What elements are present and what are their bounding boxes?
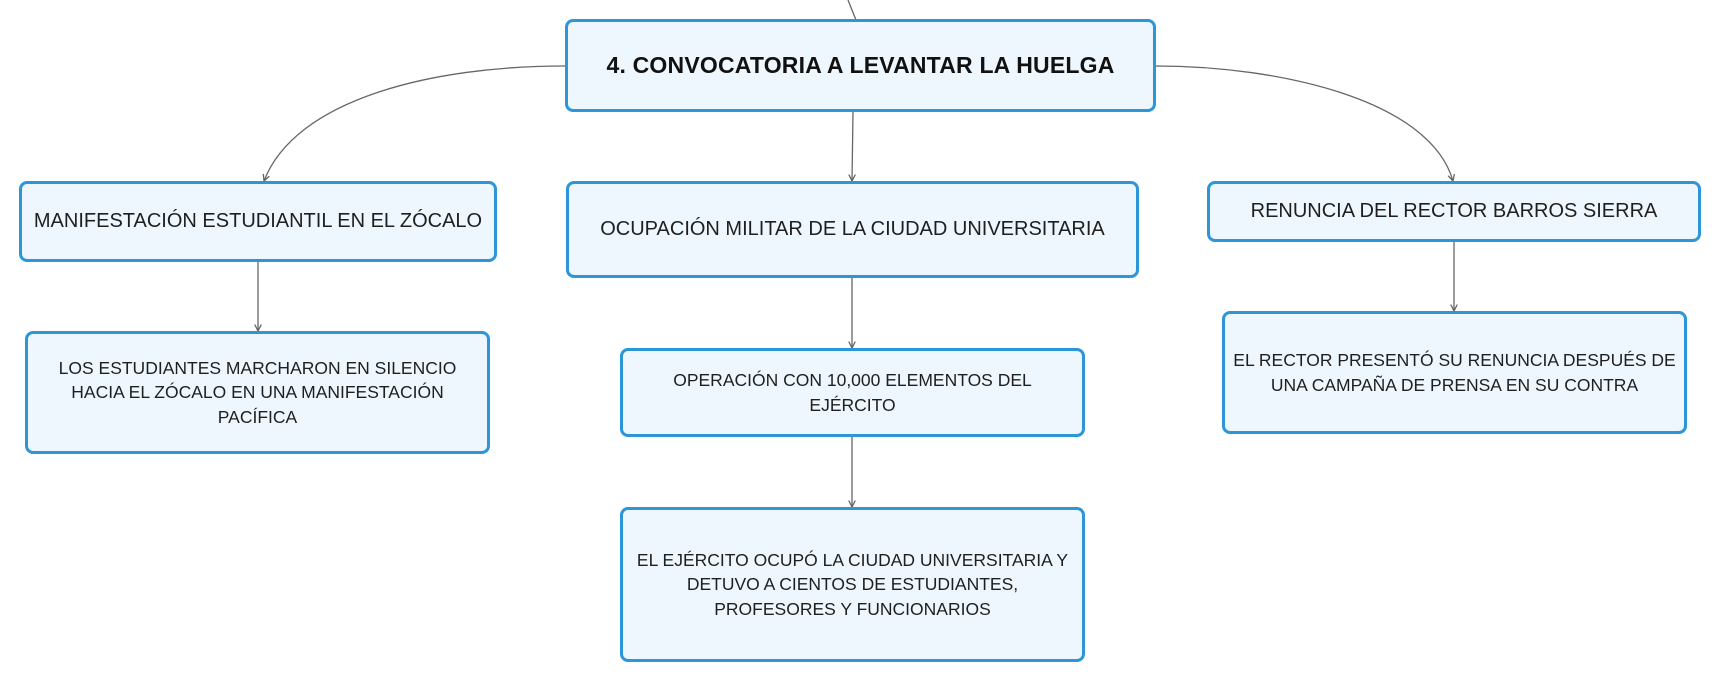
detail-node-label: EL EJÉRCITO OCUPÓ LA CIUDAD UNIVERSITARIA Y DETUVO A CIENTOS DE ESTUDIANTES, PROFESORES Y FUNCIONARIOS	[636, 550, 1069, 619]
branch-node-ocupacion[interactable]	[566, 181, 1139, 278]
root-node[interactable]	[565, 19, 1156, 112]
detail-node-renuncia[interactable]	[1222, 311, 1687, 434]
detail-node-operacion[interactable]	[620, 348, 1085, 437]
detail-node-marcha[interactable]	[25, 331, 490, 454]
connector-root-to-branch-ocupacion	[852, 112, 853, 181]
branch-node-zocalo[interactable]	[19, 181, 497, 262]
branch-node-label: RENUNCIA DEL RECTOR BARROS SIERRA	[1250, 199, 1658, 222]
detail-node-ejercito[interactable]	[620, 507, 1085, 662]
branch-node-label: OCUPACIÓN MILITAR DE LA CIUDAD UNIVERSITARIA	[600, 217, 1105, 240]
branch-node-label: MANIFESTACIÓN ESTUDIANTIL EN EL ZÓCALO	[33, 209, 483, 232]
connector-parent-to-root	[848, 0, 856, 20]
connector-root-to-branch-zocalo	[264, 66, 565, 181]
detail-node-label: LOS ESTUDIANTES MARCHARON EN SILENCIO HACIA EL ZÓCALO EN UNA MANIFESTACIÓN PACÍFICA	[58, 358, 457, 427]
root-node-label: 4. CONVOCATORIA A LEVANTAR LA HUELGA	[606, 51, 1115, 78]
detail-node-label: OPERACIÓN CON 10,000 ELEMENTOS DEL EJÉRCITO	[673, 370, 1032, 415]
detail-node-label: EL RECTOR PRESENTÓ SU RENUNCIA DESPUÉS DE UNA CAMPAÑA DE PRENSA EN SU CONTRA	[1233, 350, 1676, 395]
connector-root-to-branch-renuncia	[1155, 66, 1453, 181]
branch-node-renuncia[interactable]	[1207, 181, 1701, 242]
